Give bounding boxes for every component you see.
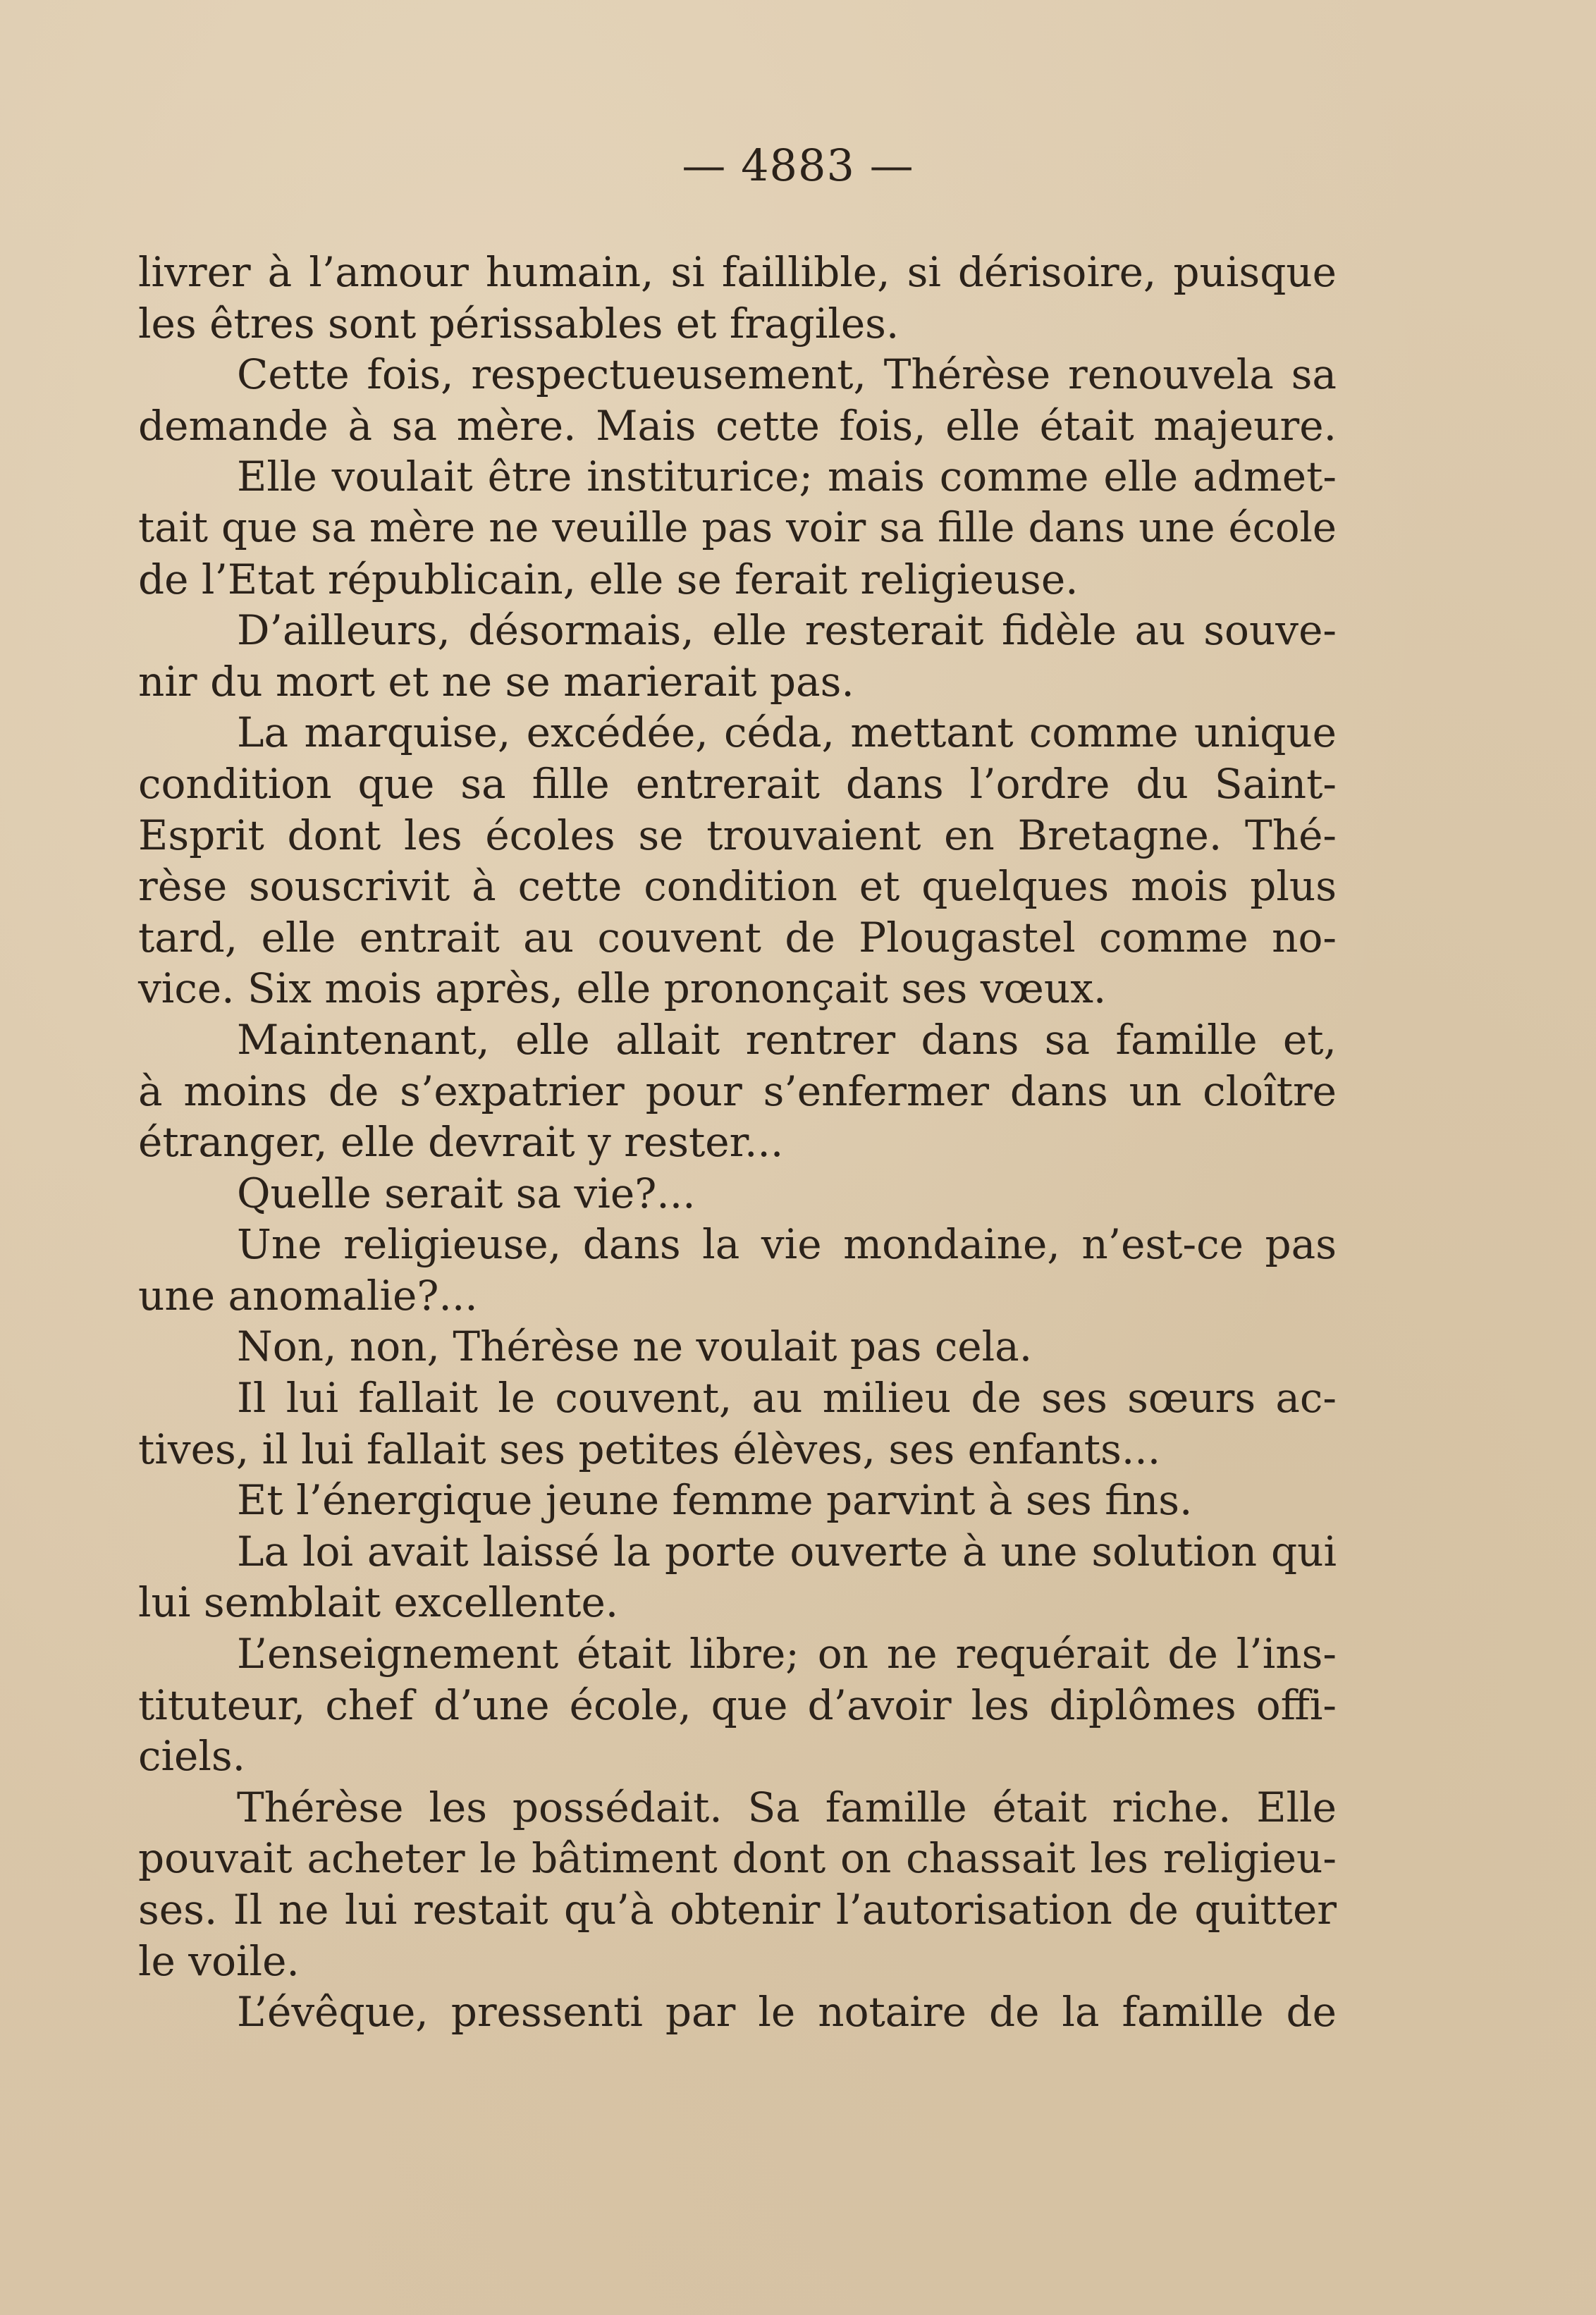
text-line: le voile. <box>138 1936 300 1985</box>
text-line: une anomalie?... <box>138 1271 478 1320</box>
text-line: tives, il lui fallait ses petites élèves, ses enfants... <box>138 1425 1161 1473</box>
text-line: Thérèse les possédait. Sa famille était riche. Elle <box>237 1783 1337 1831</box>
text-line: ciels. <box>138 1732 246 1781</box>
text-line: La loi avait laissé la porte ouverte à une solution qui <box>237 1527 1337 1576</box>
text-line: nir du mort et ne se marierait pas. <box>138 657 854 706</box>
text-line: L’évêque, pressenti par le notaire de la famille de <box>237 1988 1337 2037</box>
text-line: Cette fois, respectueusement, Thérèse renouvela sa <box>237 350 1337 399</box>
text-line: livrer à l’amour humain, si faillible, si dérisoire, puisque <box>138 248 1337 296</box>
text-line: Une religieuse, dans la vie mondaine, n’est-ce pas <box>237 1220 1337 1269</box>
text-line: Il lui fallait le couvent, au milieu de ses sœurs ac- <box>237 1374 1337 1423</box>
text-line: demande à sa mère. Mais cette fois, elle était majeure. <box>138 401 1337 450</box>
text-line: à moins de s’expatrier pour s’enfermer dans un cloître <box>138 1067 1337 1115</box>
text-line: de l’Etat républicain, elle se ferait religieuse. <box>138 555 1079 603</box>
text-line: Non, non, Thérèse ne voulait pas cela. <box>237 1322 1033 1371</box>
text-line: Esprit dont les écoles se trouvaient en Bretagne. Thé- <box>138 811 1337 859</box>
text-line: D’ailleurs, désormais, elle resterait fidèle au souve- <box>237 606 1337 655</box>
text-line: Quelle serait sa vie?... <box>237 1169 696 1217</box>
text-line: Maintenant, elle allait rentrer dans sa famille et, <box>237 1015 1337 1064</box>
page-number: — 4883 — <box>682 140 914 191</box>
text-line: L’enseignement était libre; on ne requérait de l’ins- <box>237 1630 1337 1678</box>
text-line: étranger, elle devrait y rester... <box>138 1118 784 1167</box>
text-line: Elle voulait être institurice; mais comme elle admet- <box>237 453 1337 501</box>
text-line: rèse souscrivit à cette condition et quelques mois plus <box>138 862 1337 911</box>
text-line: tituteur, chef d’une école, que d’avoir les diplômes offi- <box>138 1681 1337 1729</box>
text-line: ses. Il ne lui restait qu’à obtenir l’autorisation de quitter <box>138 1886 1337 1934</box>
text-line: les êtres sont périssables et fragiles. <box>138 299 900 348</box>
text-line: tard, elle entrait au couvent de Plougastel comme no- <box>138 913 1337 962</box>
body-text <box>138 247 1337 2038</box>
text-line: tait que sa mère ne veuille pas voir sa fille dans une école <box>138 503 1337 551</box>
text-line: lui semblait excellente. <box>138 1578 619 1627</box>
text-line: Et l’énergique jeune femme parvint à ses fins. <box>237 1476 1193 1525</box>
text-line: condition que sa fille entrerait dans l’ordre du Saint- <box>138 759 1337 808</box>
text-line: vice. Six mois après, elle prononçait ses vœux. <box>138 964 1107 1013</box>
text-line: pouvait acheter le bâtiment dont on chassait les religieu- <box>138 1834 1337 1883</box>
text-line: La marquise, excédée, céda, mettant comme unique <box>237 708 1337 757</box>
